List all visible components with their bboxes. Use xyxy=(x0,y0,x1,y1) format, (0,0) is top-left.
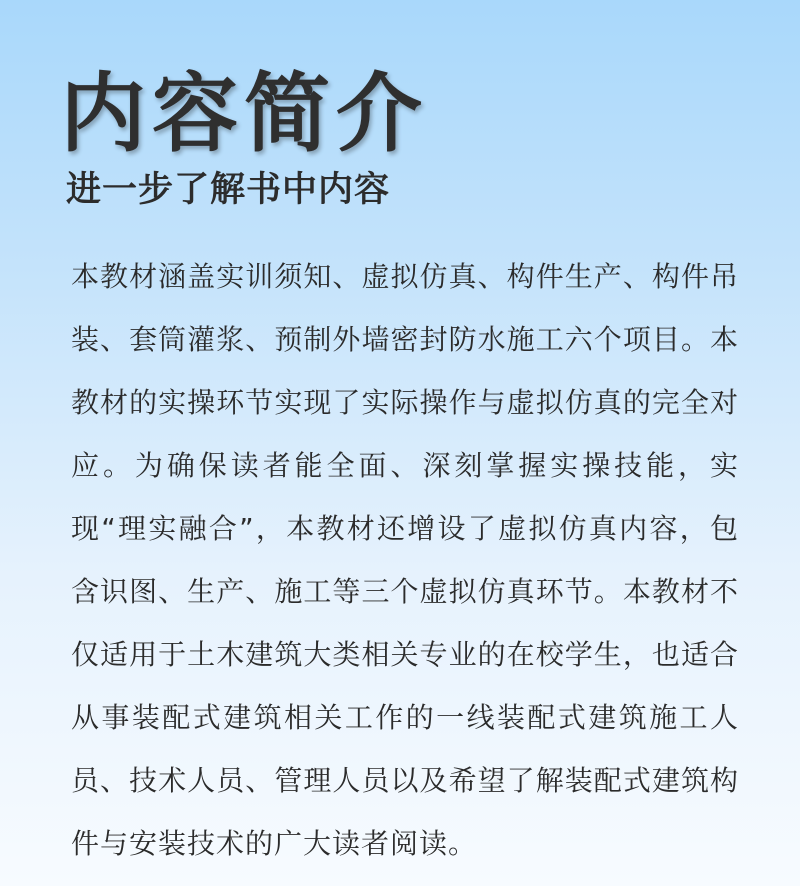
page-title: 内容简介 xyxy=(60,64,428,164)
intro-paragraph: 本教材涵盖实训须知、虚拟仿真、构件生产、构件吊装、套筒灌浆、预制外墙密封防水施工六个项目。本教材的实操环节实现了实际操作与虚拟仿真的完全对应。为确保读者能全面、深刻掌握实操技能，实现“理实融合”，本教材还增设了虚拟仿真内容，包含识图、生产、施工等三个虚拟仿真环节。本教材不仅适用于土木建筑大类相关专业的在校学生，也适合从事装配式建筑相关工作的一线装配式建筑施工人员、技术人员、管理人员以及希望了解装配式建筑构件与安装技术的广大读者阅读。 xyxy=(71,260,739,860)
page-subtitle: 进一步了解书中内容 xyxy=(66,170,391,210)
header-block xyxy=(60,66,760,212)
